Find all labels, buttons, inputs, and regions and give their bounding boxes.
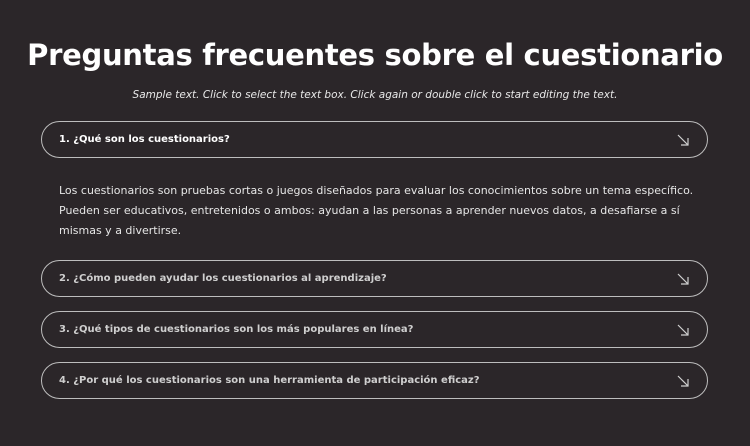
faq-question-2: 2. ¿Cómo pueden ayudar los cuestionarios al aprendizaje? [59, 273, 387, 284]
faq-item-4[interactable] [41, 362, 708, 399]
faq-question-4: 4. ¿Por qué los cuestionarios son una herramienta de participación eficaz? [59, 375, 480, 386]
faq-answer-1: Los cuestionarios son pruebas cortas o juegos diseñados para evaluar los conocimientos sobre un tema específico. Pueden ser educativos, entretenidos o ambos: ayudan a las personas a aprender nuevos datos, a desafiarse a sí mismas y a divertirse. [59, 184, 694, 237]
arrow-down-right-icon [675, 271, 691, 287]
faq-item-1[interactable] [41, 121, 708, 158]
page-subtitle[interactable]: Sample text. Click to select the text box. Click again or double click to start editing the text. [132, 89, 618, 101]
faq-item-3[interactable] [41, 311, 708, 348]
faq-question-3: 3. ¿Qué tipos de cuestionarios son los más populares en línea? [59, 324, 414, 335]
arrow-down-right-icon [675, 373, 691, 389]
faq-item-2[interactable] [41, 260, 708, 297]
arrow-down-right-icon [675, 322, 691, 338]
faq-question-1: 1. ¿Qué son los cuestionarios? [59, 134, 230, 145]
page-title: Preguntas frecuentes sobre el cuestionario [27, 38, 723, 72]
arrow-down-right-icon [675, 132, 691, 148]
